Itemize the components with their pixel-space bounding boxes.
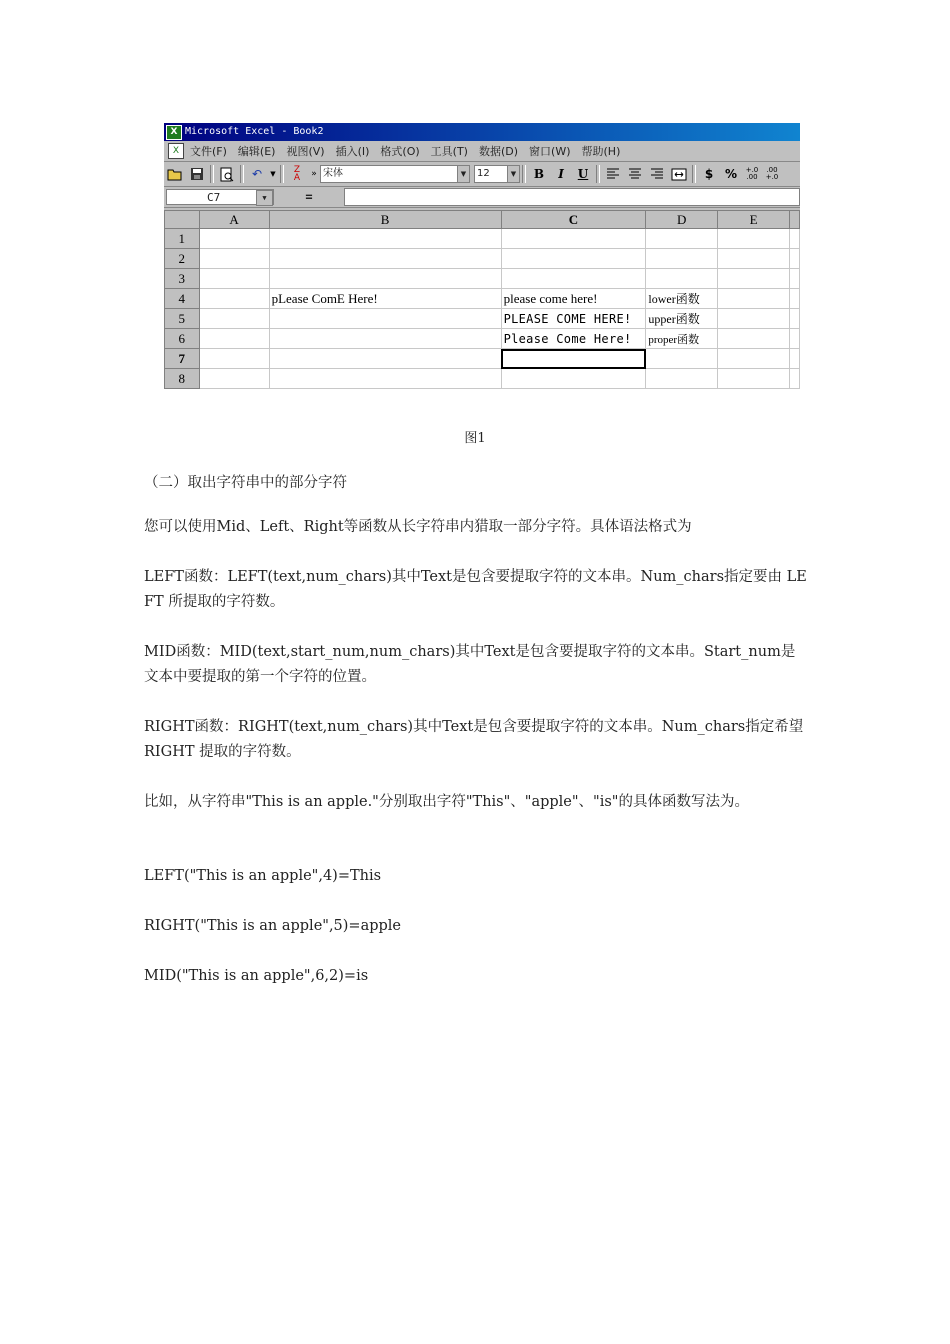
cell[interactable] bbox=[646, 249, 718, 269]
font-size-select[interactable] bbox=[474, 165, 520, 183]
title-bar bbox=[164, 123, 800, 141]
cell-b4[interactable]: pLease ComE Here! bbox=[269, 289, 501, 309]
cell[interactable] bbox=[501, 229, 646, 249]
name-box[interactable] bbox=[166, 189, 274, 205]
cell[interactable] bbox=[199, 269, 269, 289]
cell[interactable] bbox=[199, 309, 269, 329]
table-row bbox=[165, 349, 800, 369]
cell[interactable] bbox=[269, 229, 501, 249]
cell[interactable] bbox=[269, 309, 501, 329]
example-paragraph: 比如，从字符串"This is an apple."分别取出字符"This"、"apple"、"is"的具体函数写法为。 bbox=[144, 794, 749, 810]
table-row bbox=[165, 229, 800, 249]
menu-format[interactable]: 格式(O) bbox=[380, 145, 420, 158]
menu-help[interactable]: 帮助(H) bbox=[581, 145, 621, 158]
row-header[interactable]: 3 bbox=[165, 269, 200, 289]
cell[interactable] bbox=[718, 269, 790, 289]
table-row bbox=[165, 329, 800, 349]
chevron-down-icon[interactable]: ▼ bbox=[256, 190, 273, 206]
row-header[interactable]: 1 bbox=[165, 229, 200, 249]
window-title: Microsoft Excel - Book2 bbox=[185, 126, 324, 137]
cell-d6[interactable]: proper函数 bbox=[646, 329, 718, 349]
cell[interactable] bbox=[501, 249, 646, 269]
italic-button[interactable]: I bbox=[558, 167, 564, 181]
cell-c4[interactable]: please come here! bbox=[501, 289, 646, 309]
currency-icon[interactable]: $ bbox=[704, 167, 714, 181]
cell[interactable] bbox=[646, 269, 718, 289]
column-header-row bbox=[165, 211, 800, 229]
row-header[interactable]: 8 bbox=[165, 369, 200, 389]
sort-ascending-icon[interactable]: Z A bbox=[293, 165, 301, 183]
cell[interactable] bbox=[501, 269, 646, 289]
toolbar-separator bbox=[240, 165, 244, 183]
excel-window bbox=[164, 123, 800, 389]
cell[interactable] bbox=[718, 349, 790, 369]
cell[interactable] bbox=[646, 229, 718, 249]
formula-equals-button[interactable]: = bbox=[305, 190, 313, 204]
cell[interactable] bbox=[646, 369, 718, 389]
row-header[interactable]: 4 bbox=[165, 289, 200, 309]
cell[interactable] bbox=[790, 369, 800, 389]
select-all-corner[interactable] bbox=[165, 211, 200, 229]
menu-view[interactable]: 视图(V) bbox=[286, 145, 325, 158]
section-heading: （二）取出字符串中的部分字符 bbox=[144, 475, 347, 491]
formula-bar bbox=[164, 187, 800, 208]
row-header[interactable]: 2 bbox=[165, 249, 200, 269]
align-right-icon[interactable] bbox=[647, 165, 667, 183]
column-header-d[interactable]: D bbox=[646, 211, 718, 229]
row-header[interactable]: 5 bbox=[165, 309, 200, 329]
cell[interactable] bbox=[790, 229, 800, 249]
cell[interactable] bbox=[718, 309, 790, 329]
intro-paragraph: 您可以使用Mid、Left、Right等函数从长字符串内猎取一部分字符。具体语法格式为 bbox=[144, 519, 692, 535]
cell-c6[interactable]: Please Come Here! bbox=[501, 329, 646, 349]
menu-insert[interactable]: 插入(I) bbox=[335, 145, 370, 158]
font-name-select[interactable] bbox=[320, 165, 470, 183]
cell[interactable] bbox=[199, 349, 269, 369]
cell[interactable] bbox=[718, 249, 790, 269]
cell[interactable] bbox=[501, 369, 646, 389]
table-row bbox=[165, 309, 800, 329]
chevron-down-icon[interactable]: ▼ bbox=[507, 166, 519, 182]
cell[interactable] bbox=[718, 329, 790, 349]
figure-caption: 图1 bbox=[464, 431, 486, 446]
column-header-e[interactable]: E bbox=[718, 211, 790, 229]
print-preview-icon[interactable] bbox=[217, 165, 237, 183]
menu-window[interactable]: 窗口(W) bbox=[529, 145, 571, 158]
column-header-f[interactable] bbox=[790, 211, 800, 229]
column-header-a[interactable]: A bbox=[199, 211, 269, 229]
menu-edit[interactable]: 编辑(E) bbox=[237, 145, 276, 158]
mid-function-paragraph: MID函数：MID(text,start_num,num_chars)其中Text是包含要提取字符的文本串。Start_num是文本中要提取的第一个字符的位置。 bbox=[144, 644, 796, 685]
row-header[interactable]: 6 bbox=[165, 329, 200, 349]
cell[interactable] bbox=[790, 309, 800, 329]
toolbar-separator bbox=[692, 165, 696, 183]
cell[interactable] bbox=[269, 369, 501, 389]
cell[interactable] bbox=[790, 329, 800, 349]
toolbar-separator bbox=[596, 165, 600, 183]
font-size-value: 12 bbox=[477, 168, 490, 179]
cell[interactable] bbox=[718, 369, 790, 389]
formula-input[interactable] bbox=[344, 188, 800, 206]
cell[interactable] bbox=[199, 329, 269, 349]
name-box-value: C7 bbox=[207, 191, 221, 204]
table-row bbox=[165, 289, 800, 309]
example-right: RIGHT("This is an apple",5)=apple bbox=[144, 918, 402, 934]
menu-bar bbox=[164, 141, 800, 162]
cell[interactable] bbox=[790, 269, 800, 289]
toolbar-separator bbox=[522, 165, 526, 183]
column-header-c[interactable]: C bbox=[501, 211, 646, 229]
more-tools-icon[interactable]: » bbox=[311, 169, 317, 179]
table-row bbox=[165, 269, 800, 289]
cell[interactable] bbox=[199, 229, 269, 249]
left-function-paragraph: LEFT函数：LEFT(text,num_chars)其中Text是包含要提取字符的文本串。Num_chars指定要由 LEFT 所提取的字符数。 bbox=[144, 569, 807, 610]
column-header-b[interactable]: B bbox=[269, 211, 501, 229]
cell-d4[interactable]: lower函数 bbox=[646, 289, 718, 309]
excel-icon: X bbox=[166, 125, 182, 140]
save-icon[interactable] bbox=[187, 165, 207, 183]
cell[interactable] bbox=[269, 269, 501, 289]
chevron-down-icon[interactable]: ▼ bbox=[270, 170, 276, 178]
cell[interactable] bbox=[199, 369, 269, 389]
cell[interactable] bbox=[269, 249, 501, 269]
open-folder-icon[interactable] bbox=[165, 165, 185, 183]
menu-file[interactable]: 文件(F) bbox=[190, 145, 227, 158]
cell[interactable] bbox=[199, 289, 269, 309]
decrease-decimal-button[interactable]: .00 +.0 bbox=[765, 166, 779, 181]
workbook-icon[interactable]: X bbox=[168, 143, 184, 159]
worksheet-grid bbox=[164, 210, 800, 389]
merge-center-icon[interactable] bbox=[669, 165, 689, 183]
cell[interactable] bbox=[269, 349, 501, 369]
worksheet-table bbox=[164, 210, 800, 389]
cell-c5[interactable]: PLEASE COME HERE! bbox=[501, 309, 646, 329]
percent-button[interactable]: % bbox=[724, 167, 738, 181]
cell[interactable] bbox=[790, 349, 800, 369]
example-mid: MID("This is an apple",6,2)=is bbox=[144, 968, 369, 984]
chevron-down-icon[interactable]: ▼ bbox=[457, 166, 469, 182]
underline-button[interactable]: U bbox=[577, 167, 589, 181]
cell[interactable] bbox=[269, 329, 501, 349]
cell[interactable] bbox=[790, 289, 800, 309]
toolbar-separator bbox=[210, 165, 214, 183]
right-function-paragraph: RIGHT函数：RIGHT(text,num_chars)其中Text是包含要提取字符的文本串。Num_chars指定希望 RIGHT 提取的字符数。 bbox=[144, 719, 808, 760]
selected-cell-c7[interactable] bbox=[501, 349, 646, 369]
menu-tools[interactable]: 工具(T) bbox=[430, 145, 468, 158]
cell[interactable] bbox=[790, 249, 800, 269]
table-row bbox=[165, 249, 800, 269]
row-header[interactable]: 7 bbox=[165, 349, 200, 369]
cell-d5[interactable]: upper函数 bbox=[646, 309, 718, 329]
cell[interactable] bbox=[718, 229, 790, 249]
menu-data[interactable]: 数据(D) bbox=[478, 145, 519, 158]
increase-decimal-button[interactable]: +.0 .00 bbox=[745, 166, 759, 181]
toolbar bbox=[164, 162, 800, 187]
example-left: LEFT("This is an apple",4)=This bbox=[144, 868, 382, 884]
align-left-icon[interactable] bbox=[603, 165, 623, 183]
table-row bbox=[165, 369, 800, 389]
cell[interactable] bbox=[718, 289, 790, 309]
cell[interactable] bbox=[646, 349, 718, 369]
undo-icon[interactable]: ↶ bbox=[251, 167, 263, 181]
font-name-value: 宋体 bbox=[323, 168, 343, 179]
bold-button[interactable]: B bbox=[533, 167, 545, 181]
align-center-icon[interactable] bbox=[625, 165, 645, 183]
toolbar-separator bbox=[280, 165, 284, 183]
cell[interactable] bbox=[199, 249, 269, 269]
